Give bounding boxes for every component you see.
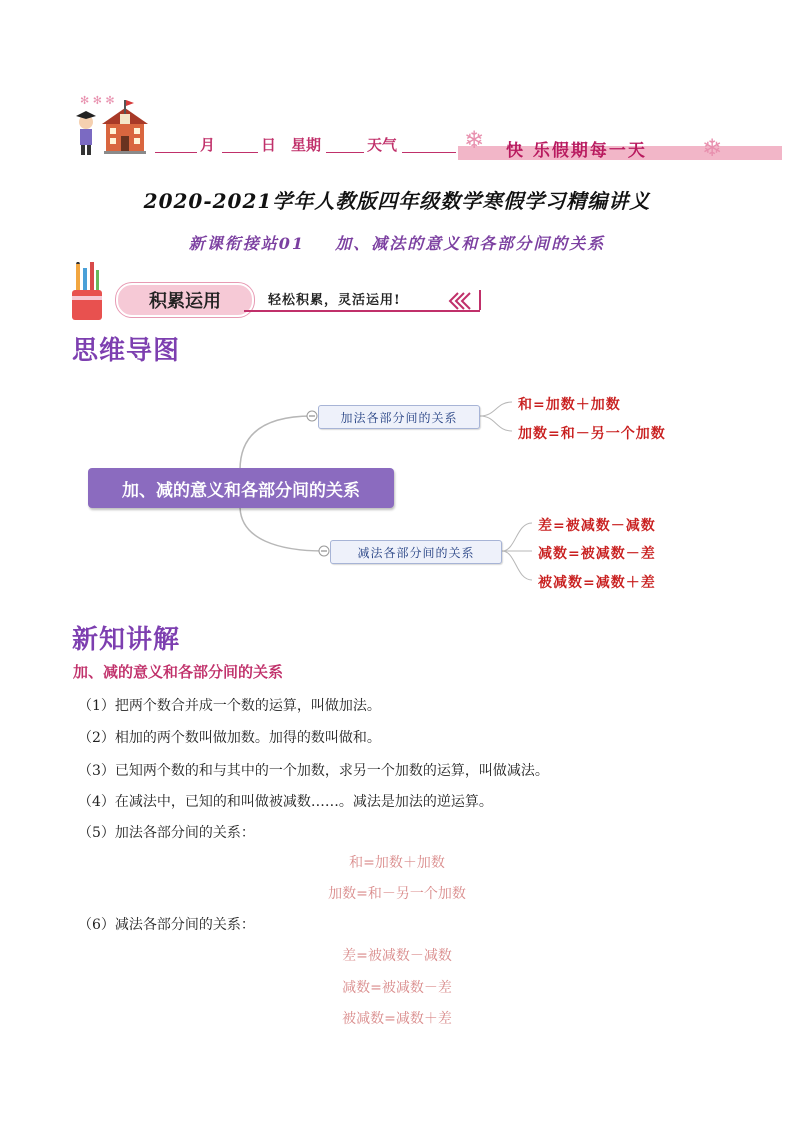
snowflake-left-icon: ❄ [464,126,485,154]
new-knowledge-heading: 新知讲解 [72,625,181,655]
month-label: 月 [200,136,216,154]
knowledge-item: （2）相加的两个数叫做加数。加得的数叫做和。 [78,730,381,746]
subtraction-formula: 差=被减数－减数 [342,948,452,964]
weekday-label: 星期 [291,136,322,154]
weather-label: 天气 [367,136,398,154]
knowledge-item: （3）已知两个数的和与其中的一个加数，求另一个加数的运算，叫做减法。 [78,763,549,779]
mind-map-leaf: 加数=和－另一个加数 [518,426,666,442]
banner-slogan: 快 乐假期每一天 [506,141,647,161]
document-title: 2020-2021学年人教版四年级数学寒假学习精编讲义 [143,189,651,213]
knowledge-item: （6）减法各部分间的关系： [78,917,255,933]
new-knowledge-subheading: 加、减的意义和各部分间的关系 [73,663,284,681]
mind-map-leaf: 差=被减数－减数 [538,518,656,534]
knowledge-item: （5）加法各部分间的关系： [78,825,255,841]
mind-map-heading: 思维导图 [72,336,181,366]
document-subtitle: 新课衔接站01 加、减法的意义和各部分间的关系 [188,234,606,253]
section-slogan: 轻松积累，灵活运用! [268,293,401,308]
mind-map-leaf: 减数=被减数－差 [538,546,656,562]
mind-map-root-node [88,468,394,508]
snowflake-cluster-icon: ✻ ✻ ✻ [80,94,115,107]
day-label: 日 [261,136,277,154]
subtraction-formula: 减数=被减数－差 [342,980,452,996]
knowledge-item: （4）在减法中，已知的和叫做被减数……。减法是加法的逆运算。 [78,794,493,810]
addition-formula: 加数=和－另一个加数 [328,886,466,902]
mind-map-leaf: 被减数=减数＋差 [538,575,656,591]
mind-map-branch-label: 加法各部分间的关系 [340,410,458,425]
subtraction-formula: 被减数=减数＋差 [342,1011,452,1027]
mind-map-root-label: 加、减的意义和各部分间的关系 [122,480,360,501]
mind-map-branch-addition [318,405,480,429]
mind-map-leaf: 和=加数＋加数 [518,397,621,413]
mind-map-branch-label: 减法各部分间的关系 [357,545,475,560]
mind-map-branch-subtraction [330,540,502,564]
snowflake-right-icon: ❄ [702,134,723,162]
section-badge-label: 积累运用 [149,291,221,312]
addition-formula: 和=加数＋加数 [349,855,445,871]
knowledge-item: （1）把两个数合并成一个数的运算，叫做加法。 [78,698,381,714]
